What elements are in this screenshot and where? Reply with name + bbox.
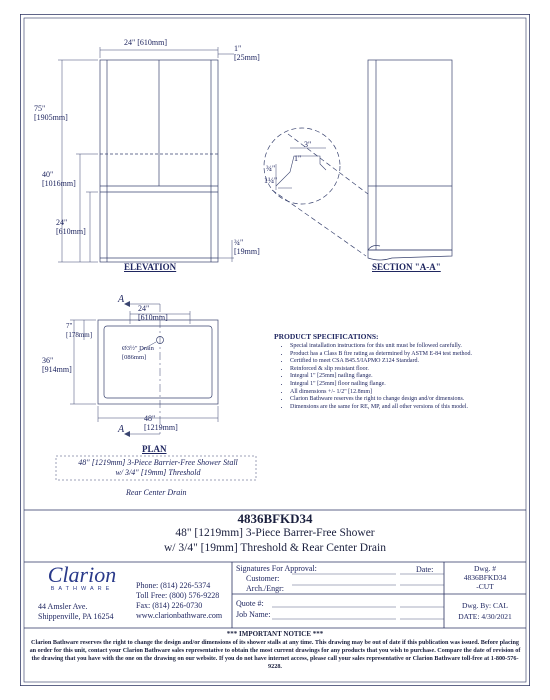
company-contact	[136, 581, 222, 621]
elev-width-label: 24" [610mm]	[124, 38, 168, 47]
elev-bottom-label: ¾" [19mm]	[234, 238, 260, 256]
notice-body: Clarion Bathware reserves the right to change the design and/or dimensions of its shower stalls at any time. This drawing may be out of date if this publication was issued. Before placing an order for this unit, contact your Clarion Bathware sales representative to obtain the most current drawings for any products that you wish to purchase. Compare the date of revision of the drawing that you have with the one on the drawing on our website. If you do not have internet access, please call your sales representative or Clarion Bathware toll-free at 1-800-576-9228.	[29, 639, 521, 670]
product-specifications	[274, 332, 514, 411]
section-title: SECTION "A-A"	[372, 262, 441, 272]
elev-mid-label: 40" [1016mm]	[42, 170, 76, 188]
dwg-number: 4836BFKD34	[463, 573, 507, 582]
dwg-label: Dwg. #	[473, 564, 497, 573]
plan-title: PLAN	[142, 444, 167, 454]
section-detail-c: ¾"	[266, 164, 276, 173]
elev-corner-label: 1" [25mm]	[234, 44, 260, 62]
approval-block	[236, 564, 317, 594]
dwg-suffix: -CUT	[476, 582, 494, 591]
product-description-line1: 48" [1219mm] 3-Piece Barrer-Free Shower	[175, 527, 375, 539]
plan-width-label: 48" [1219mm]	[144, 414, 178, 432]
plan-caption-drain: Rear Center Drain	[126, 488, 187, 497]
quote-block	[236, 598, 270, 620]
logo-word: Clarion	[47, 562, 117, 587]
section-detail-b: 1"	[294, 154, 302, 163]
spec-item: • Reinforced & slip resistant floor.	[290, 366, 514, 374]
fax: Fax: (814) 226-0730	[136, 601, 203, 610]
dwg-date: DATE: 4/30/2021	[458, 612, 512, 621]
specs-heading: PRODUCT SPECIFICATIONS:	[274, 332, 379, 341]
company-address	[38, 602, 114, 622]
address-line1: 44 Amsler Ave.	[38, 602, 88, 611]
spec-item: • Certified to meet CSA B45.5/IAPMO Z124 Standard.	[290, 358, 514, 366]
clarion-logo	[32, 564, 132, 592]
spec-item: • Clarion Bathware reserves the right to change design and/or dimensions.	[290, 396, 514, 404]
job-name-label: Job Name:	[236, 610, 271, 619]
logo-sub: BATHWARE	[50, 586, 114, 592]
plan-depth-label: 36" [914mm]	[42, 356, 72, 374]
section-outline	[368, 60, 452, 250]
dwg-meta-block	[446, 600, 524, 622]
spec-item: • All dimensions +/- 1/2" [12.8mm]	[290, 389, 514, 397]
customer-label: Customer:	[246, 574, 280, 583]
spec-item: • Dimensions are the same for RE, MP, and all other versions of this model.	[290, 404, 514, 412]
quote-label: Quote #:	[236, 599, 264, 608]
spec-item: • Special installation instructions for this unit must be followed carefully.	[290, 343, 514, 351]
section-detail-a: 3"	[304, 140, 312, 149]
plan-left-label: 7" [178mm]	[66, 322, 93, 339]
address-line2: Shippenville, PA 16254	[38, 612, 114, 621]
elevation-title: ELEVATION	[124, 262, 177, 272]
section-detail-d: 1¼"	[264, 176, 278, 185]
elev-height-label: 75" [1905mm]	[34, 104, 68, 122]
spec-item: • Integral 1" [25mm] nailing flange.	[290, 373, 514, 381]
product-description-line2: w/ 3/4" [19mm] Threshold & Rear Center Drain	[164, 542, 386, 554]
section-view	[264, 60, 452, 260]
approval-title: Signatures For Approval:	[236, 564, 317, 573]
plan-top-label: 24" [610mm]	[138, 304, 168, 322]
spec-item: • Integral 1" [25mm] floor nailing flange.	[290, 381, 514, 389]
arch-label: Arch./Engr:	[246, 584, 284, 593]
plan-marker-top: A	[118, 294, 125, 305]
dwg-by: Dwg. By: CAL	[461, 601, 509, 610]
spec-item: • Product has a Class B fire rating as determined by ASTM E-84 test method.	[290, 351, 514, 359]
date-label: Date:	[416, 565, 434, 574]
dwg-number-block	[446, 564, 524, 591]
elev-low-label: 24" [610mm]	[56, 218, 86, 236]
important-notice	[28, 630, 522, 671]
plan-marker-bottom: A	[118, 424, 125, 435]
website-link[interactable]: www.clarionbathware.com	[136, 611, 223, 620]
drawing-sheet	[20, 14, 530, 686]
toll-free: Toll Free: (800) 576-9228	[136, 591, 220, 600]
specs-list	[274, 343, 514, 411]
model-number: 4836BFKD34	[237, 511, 313, 526]
notice-heading: *** IMPORTANT NOTICE ***	[226, 630, 324, 638]
phone: Phone: (814) 226-5374	[136, 581, 211, 590]
plan-drain-label: Ø3½" Drain [086mm]	[122, 345, 154, 361]
plan-outline	[98, 320, 218, 404]
title-area	[24, 512, 526, 556]
plan-caption: 48" [1219mm] 3-Piece Barrier-Free Shower Stall w/ 3/4" [19mm] Threshold	[78, 458, 238, 477]
